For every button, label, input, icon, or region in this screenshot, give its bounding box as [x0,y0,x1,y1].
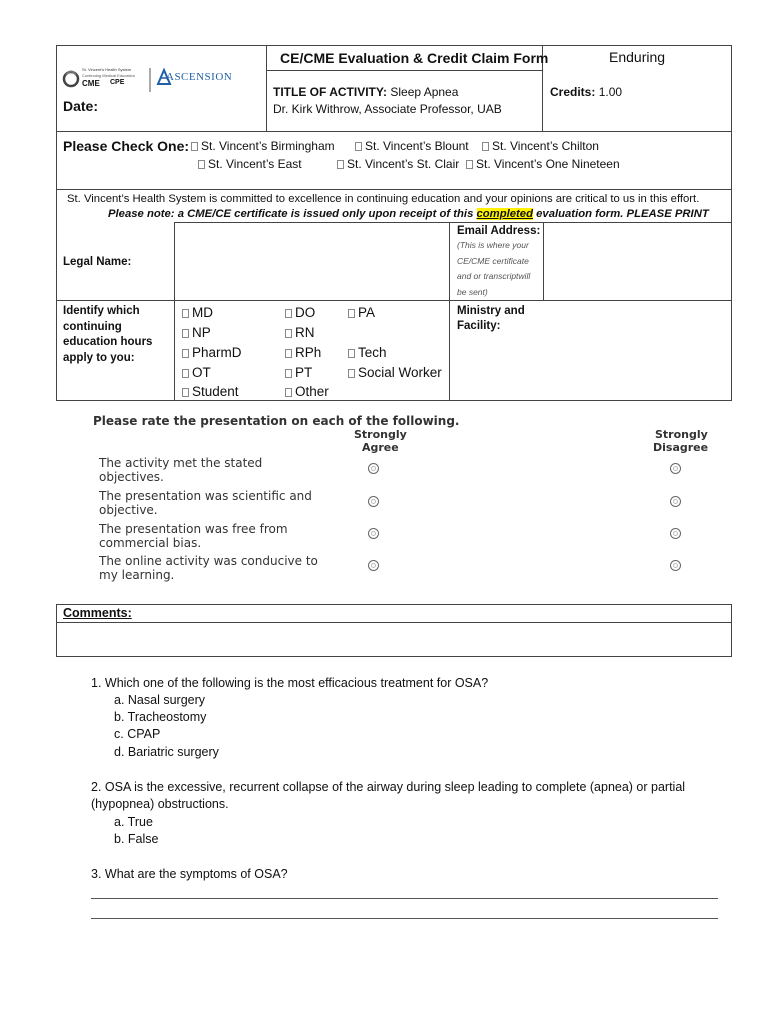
facility-option-one-nineteen[interactable]: St. Vincent’s One Nineteen [466,157,620,171]
email-label: Email Address: [457,225,541,237]
rating-4-agree-radio[interactable] [368,560,379,571]
checkbox-icon [182,388,189,397]
checkbox-icon [348,349,355,358]
rating-1-agree-radio[interactable] [368,463,379,474]
rating-item-3-line1: The presentation was free from [99,522,288,536]
rating-item-1-line1: The activity met the stated [99,456,263,470]
credential-social-worker[interactable]: Social Worker [348,365,442,380]
checkbox-icon [182,349,189,358]
date-label: Date: [63,98,99,114]
checkbox-icon [191,142,198,151]
credits-value: 1.00 [598,85,623,99]
rating-1-disagree-radio[interactable] [670,463,681,474]
facility-option-east[interactable]: St. Vincent’s East [198,157,302,171]
checkbox-icon [466,160,473,169]
logo-org-line1: St. Vincent's Health System [82,67,132,72]
ministry-field[interactable] [451,336,729,398]
question-2-line1: 2. OSA is the excessive, recurrent collapse of the airway during sleep leading to complete (apnea) or partial [91,780,686,794]
disagree-header-2: Disagree [653,441,709,454]
answer-line-1[interactable] [91,898,718,899]
credential-rn[interactable]: RN [285,325,315,340]
checkbox-icon [337,160,344,169]
notice-line2: Please note: a CME/CE certificate is issued only upon receipt of this completed evaluation form. PLEASE PRINT [108,208,709,220]
credential-label-2: continuing [63,321,122,333]
credential-pa[interactable]: PA [348,305,375,320]
completed-highlight: completed [476,208,533,220]
rating-item-3-line2: commercial bias. [99,536,202,550]
credential-pt[interactable]: PT [285,365,312,380]
credential-tech[interactable]: Tech [348,345,387,360]
checkbox-icon [285,329,292,338]
credential-md[interactable]: MD [182,305,213,320]
credential-label-3: education hours [63,336,153,348]
logo [62,66,232,94]
activity-title [273,85,458,99]
credential-student[interactable]: Student [182,384,239,399]
question-2-line2: (hypopnea) obstructions. [91,797,229,811]
email-note-3: and or transcriptwill [457,271,531,281]
checkbox-icon [182,369,189,378]
rating-4-disagree-radio[interactable] [670,560,681,571]
checkbox-icon [182,309,189,318]
email-note-4: be sent) [457,287,488,297]
email-field[interactable] [545,224,730,299]
ministry-label-2: Facility: [457,320,501,332]
activity-label: TITLE OF ACTIVITY: [273,85,387,99]
presenter: Dr. Kirk Withrow, Associate Professor, UAB [273,102,502,116]
logo-org-line2: Continuing Medical Education [82,73,135,78]
checkbox-icon [285,309,292,318]
facility-option-birmingham[interactable]: St. Vincent’s Birmingham [191,139,335,153]
q1-option-c[interactable]: c. CPAP [114,727,161,741]
legal-name-field[interactable] [176,224,448,299]
checkbox-icon [482,142,489,151]
rating-item-4-line1: The online activity was conducive to [99,554,318,568]
question-3: 3. What are the symptoms of OSA? [91,867,288,881]
q1-option-d[interactable]: d. Bariatric surgery [114,745,219,759]
facility-option-blount[interactable]: St. Vincent’s Blount [355,139,469,153]
form-title: CE/CME Evaluation & Credit Claim Form [280,50,549,66]
rating-item-4-line2: my learning. [99,568,175,582]
legal-name-label: Legal Name: [63,256,132,268]
logo-ascension: ASCENSION [166,71,233,83]
credential-ot[interactable]: OT [182,365,211,380]
q2-option-b[interactable]: b. False [114,832,159,846]
checkbox-icon [285,349,292,358]
answer-line-2[interactable] [91,918,718,919]
checkbox-icon [348,309,355,318]
rating-3-agree-radio[interactable] [368,528,379,539]
rating-title: Please rate the presentation on each of the following. [93,414,460,428]
checkbox-icon [348,369,355,378]
comments-label: Comments: [63,606,132,620]
credential-rph[interactable]: RPh [285,345,321,360]
activity-value: Sleep Apnea [390,85,459,99]
rating-item-2-line2: objective. [99,503,158,517]
credits [550,85,622,99]
question-1: 1. Which one of the following is the most efficacious treatment for OSA? [91,676,489,690]
notice-line1: St. Vincent’s Health System is committed to excellence in continuing education and your opinions are critical to us in this effort. [67,193,700,205]
checkbox-icon [355,142,362,151]
checkbox-icon [285,369,292,378]
agree-header-2: Agree [362,441,399,454]
agree-header-1: Strongly [354,428,407,441]
credits-label: Credits: [550,85,596,99]
check-one-label: Please Check One: [63,138,190,154]
checkbox-icon [182,329,189,338]
checkbox-icon [198,160,205,169]
rating-2-agree-radio[interactable] [368,496,379,507]
rating-item-2-line1: The presentation was scientific and [99,489,312,503]
q1-option-a[interactable]: a. Nasal surgery [114,693,206,707]
q2-option-a[interactable]: a. True [114,815,153,829]
rating-item-1-line2: objectives. [99,470,164,484]
credential-label-4: apply to you: [63,352,135,364]
enduring-label: Enduring [609,49,666,65]
ministry-label-1: Ministry and [457,305,525,317]
comments-field[interactable] [58,624,730,655]
email-note-1: (This is where your [457,240,529,250]
credential-other[interactable]: Other [285,384,329,399]
credential-label-1: Identify which [63,305,140,317]
q1-option-b[interactable]: b. Tracheostomy [114,710,207,724]
credential-pharmd[interactable]: PharmD [182,345,242,360]
disagree-header-1: Strongly [655,428,708,441]
checkbox-icon [285,388,292,397]
facility-option-st-clair[interactable]: St. Vincent’s St. Clair [337,157,459,171]
logo-cpe: CPE [110,79,125,86]
logo-cme: CME [82,79,100,88]
rating-2-disagree-radio[interactable] [670,496,681,507]
facility-option-chilton[interactable]: St. Vincent’s Chilton [482,139,599,153]
credential-np[interactable]: NP [182,325,211,340]
rating-3-disagree-radio[interactable] [670,528,681,539]
email-note-2: CE/CME certificate [457,256,529,266]
credential-do[interactable]: DO [285,305,315,320]
